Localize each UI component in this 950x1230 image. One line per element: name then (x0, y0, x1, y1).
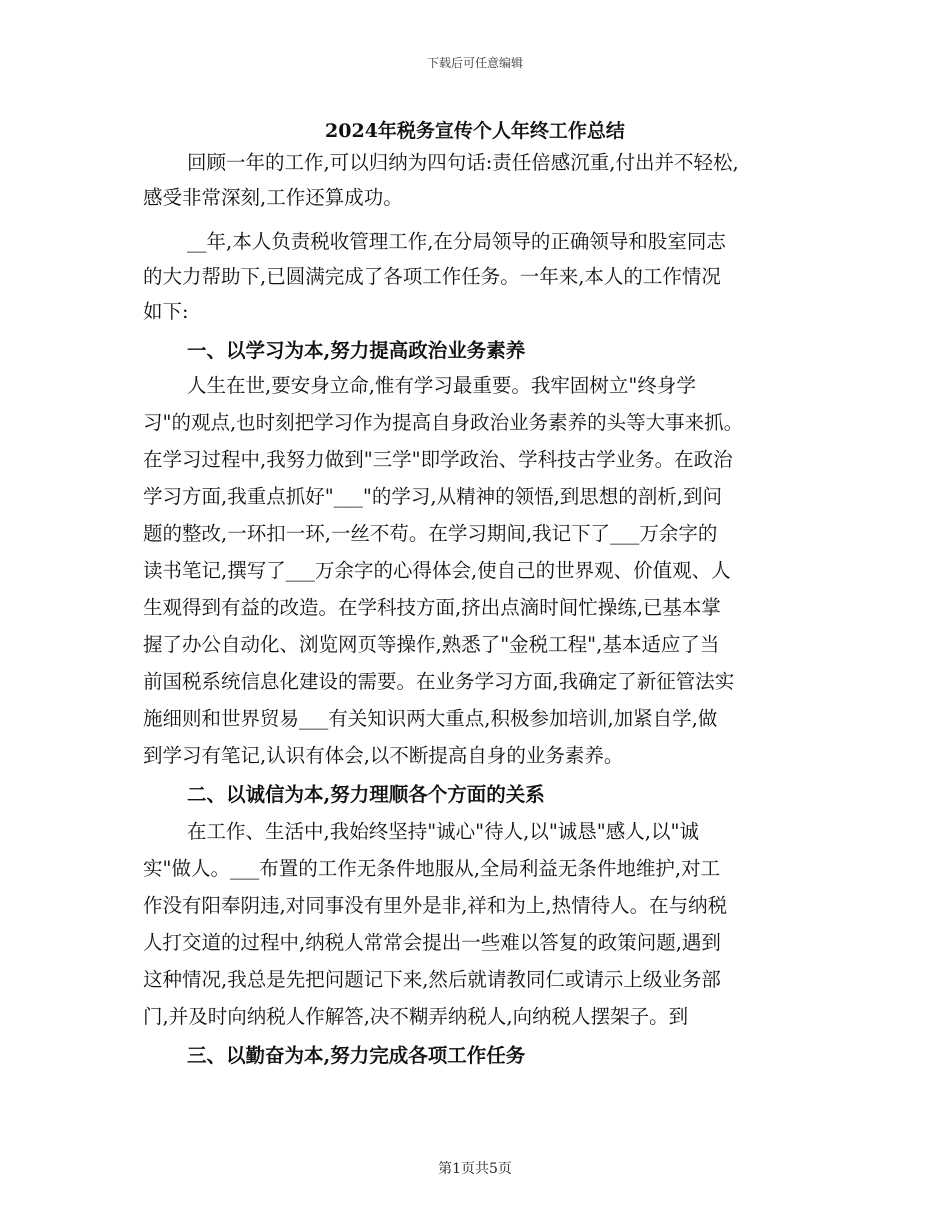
paragraph-line: 握了办公自动化、浏览网页等操作,熟悉了"金税工程",基本适应了当 (143, 633, 720, 656)
paragraph-line: 题的整改,一环扣一环,一丝不苟。在学习期间,我记下了___万余字的 (143, 522, 718, 545)
paragraph-line: 人生在世,要安身立命,惟有学习最重要。我牢固树立"终身学 (187, 374, 696, 397)
paragraph-line: 读书笔记,撰写了___万余字的心得体会,使自己的世界观、价值观、人 (143, 559, 731, 582)
paragraph-line: 在工作、生活中,我始终坚持"诚心"待人,以"诚恳"感人,以"诚 (187, 820, 699, 843)
paragraph-line: 生观得到有益的改造。在学科技方面,挤出点滴时间忙操练,已基本掌 (143, 596, 721, 619)
paragraph-line: 习"的观点,也时刻把学习作为提高自身政治业务素养的头等大事来抓。 (143, 411, 744, 434)
paragraph-line: 回顾一年的工作,可以归纳为四句话:责任倍感沉重,付出并不轻松, (187, 151, 739, 174)
section-heading-2: 二、以诚信为本,努力理顺各个方面的关系 (187, 783, 545, 806)
paragraph-line: 如下: (143, 300, 189, 323)
paragraph-line: 学习方面,我重点抓好"___"的学习,从精神的领悟,到思想的剖析,到问 (143, 485, 722, 508)
paragraph-line: __年,本人负责税收管理工作,在分局领导的正确领导和股室同志 (187, 230, 726, 253)
paragraph-line: 门,并及时向纳税人作解答,决不糊弄纳税人,向纳税人摆架子。到 (143, 1005, 689, 1028)
paragraph-line: 这种情况,我总是先把问题记下来,然后就请教同仁或请示上级业务部 (143, 968, 721, 991)
section-heading-1: 一、以学习为本,努力提高政治业务素养 (187, 339, 526, 362)
paragraph-line: 感受非常深刻,工作还算成功。 (143, 186, 403, 209)
paragraph-line: 实"做人。___布置的工作无条件地服从,全局利益无条件地维护,对工 (143, 857, 721, 880)
paragraph-line: 到学习有笔记,认识有体会,以不断提高自身的业务素养。 (143, 744, 624, 767)
section-heading-3: 三、以勤奋为本,努力完成各项工作任务 (187, 1044, 526, 1067)
paragraph-line: 人打交道的过程中,纳税人常常会提出一些难以答复的政策问题,遇到 (143, 931, 721, 954)
paragraph-line: 施细则和世界贸易___有关知识两大重点,积极参加培训,加紧自学,做 (143, 707, 718, 730)
paragraph-line: 前国税系统信息化建设的需要。在业务学习方面,我确定了新征管法实 (143, 670, 735, 693)
header-note: 下载后可任意编辑 (426, 56, 523, 70)
page-footer: 第1页共5页 (438, 1161, 512, 1177)
paragraph-line: 作没有阳奉阴违,对同事没有里外是非,祥和为上,热情待人。在与纳税 (143, 894, 728, 917)
paragraph-line: 在学习过程中,我努力做到"三学"即学政治、学科技古学业务。在政治 (143, 448, 733, 471)
paragraph-line: 的大力帮助下,已圆满完成了各项工作任务。一年来,本人的工作情况 (143, 265, 721, 288)
document-title: 2024年税务宣传个人年终工作总结 (325, 120, 625, 142)
